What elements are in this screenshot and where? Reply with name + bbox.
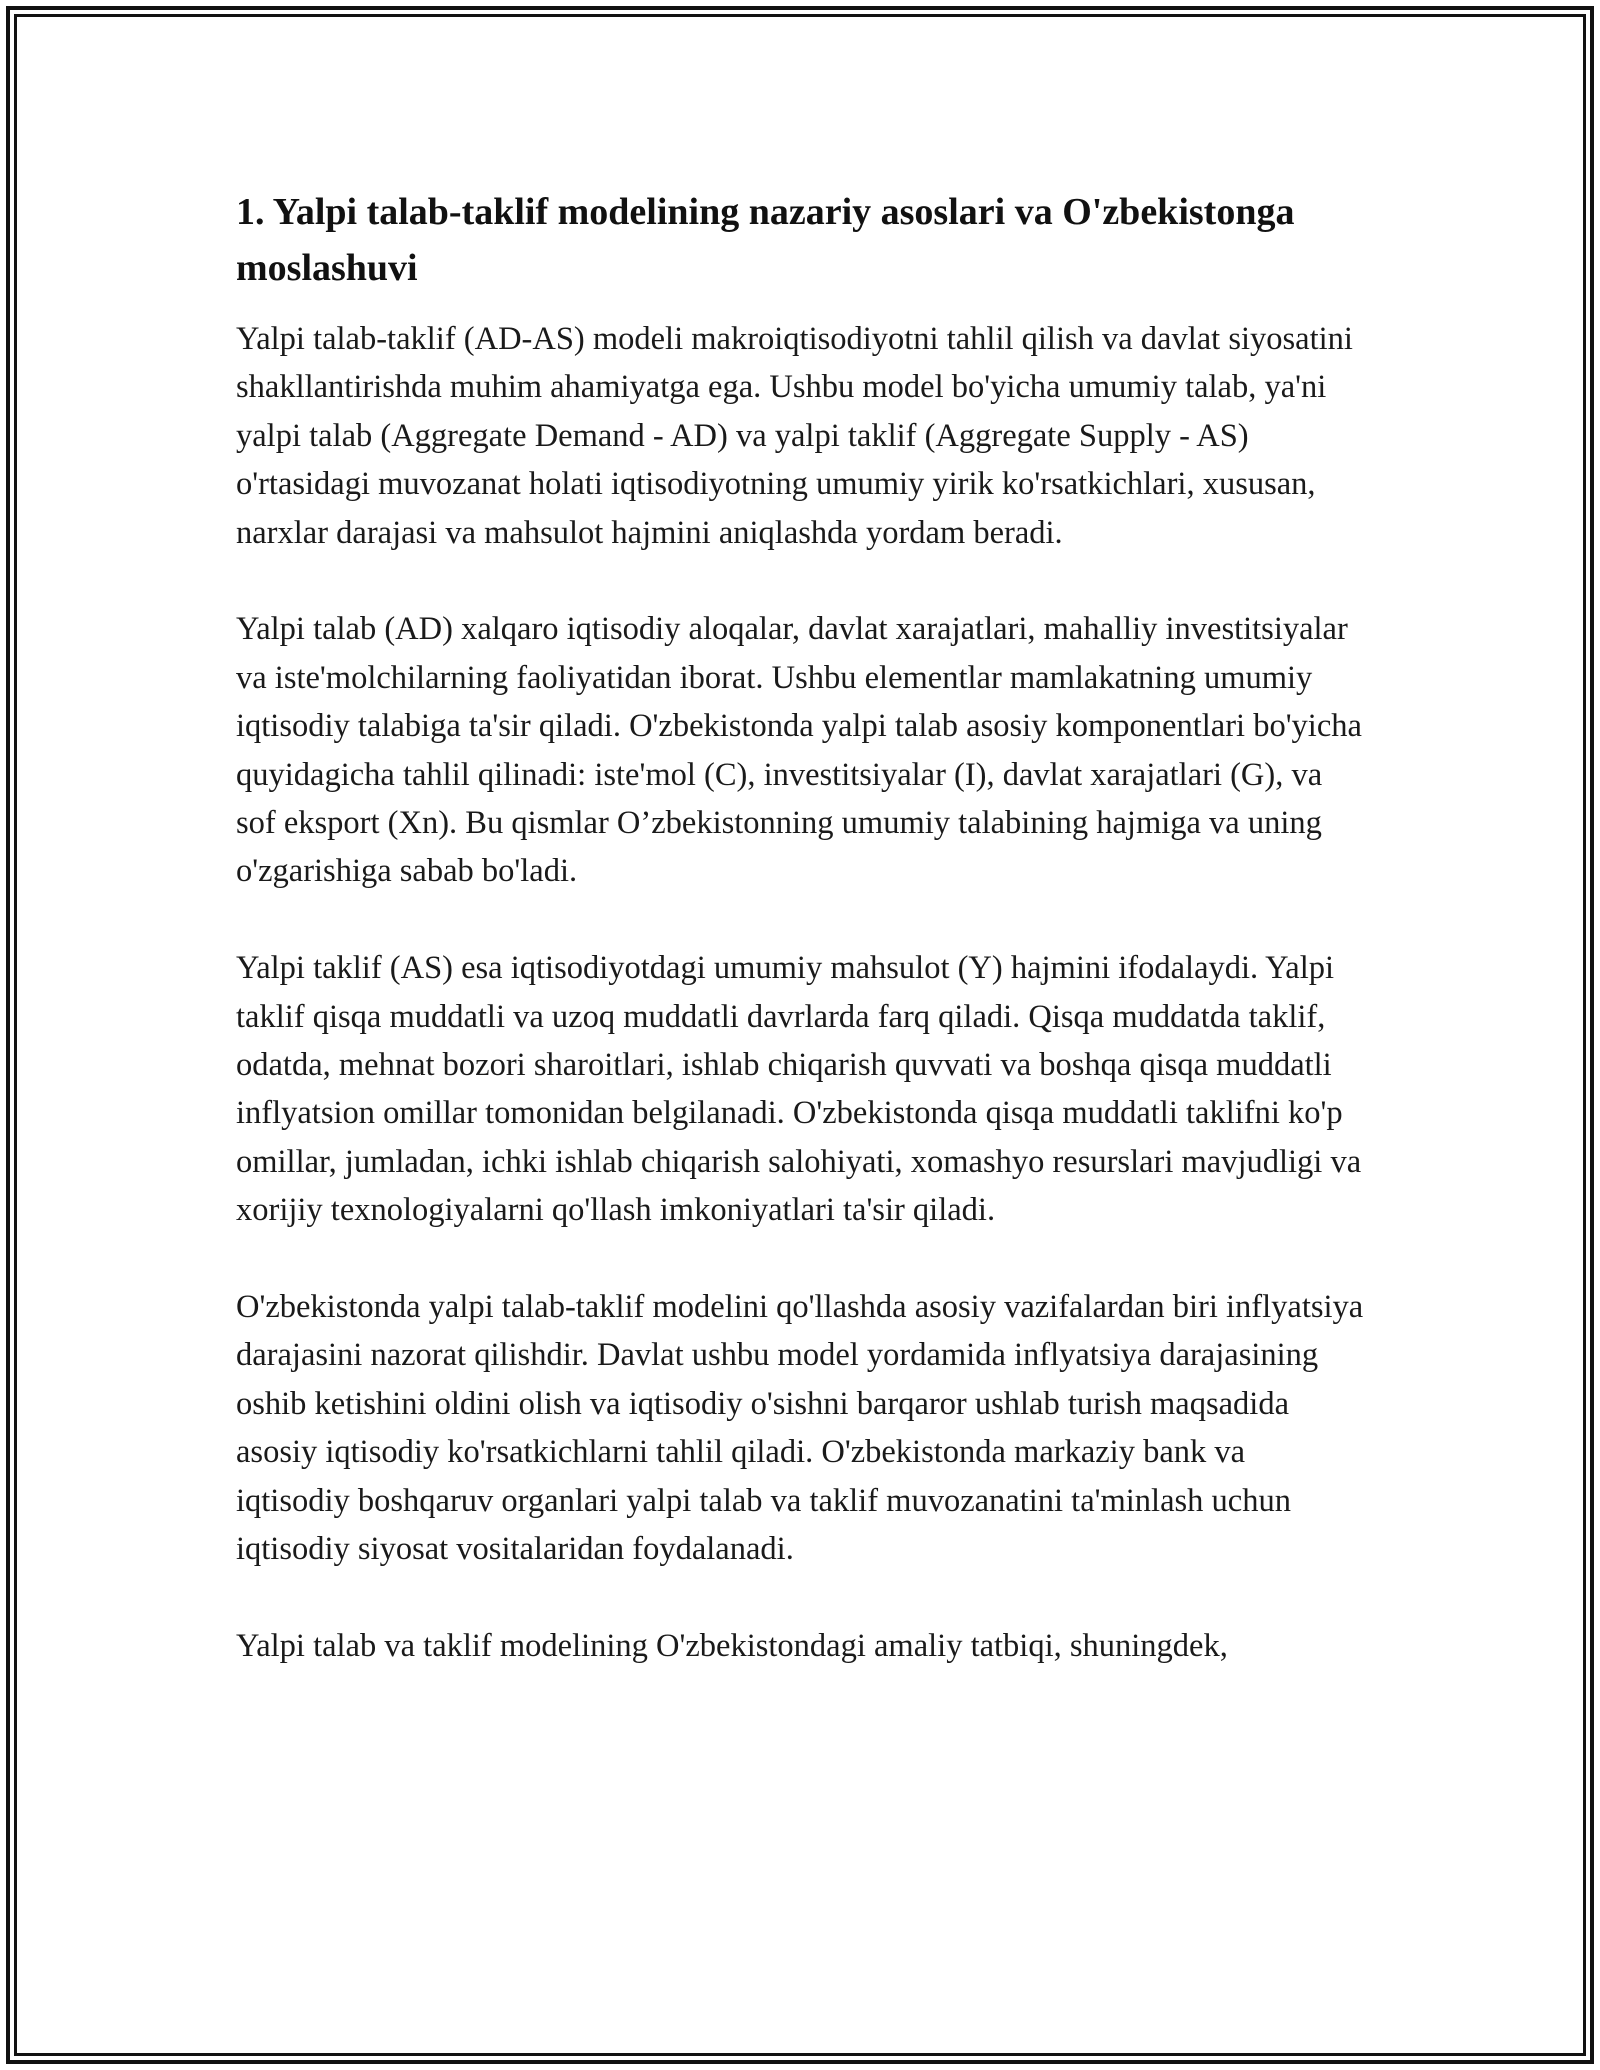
paragraph-practical-application: Yalpi talab va taklif modelining O'zbekistondagi amaliy tatbiqi, shuningdek, [236,1627,1228,1664]
document-body [236,184,1366,1719]
paragraph-ad-as-model: Yalpi talab-taklif (AD-AS) modeli makroiqtisodiyotni tahlil qilish va davlat siyosatini shakllantirishda muhim ahamiyatga ega. Ushbu model bo'yicha umumiy talab, ya'ni yalpi talab (Aggregate Demand - AD) va yalpi taklif (Aggregate Supply - AS) o'rtasidagi muvozanat holati iqtisodiyotning umumiy yirik ko'rsatkichlari, xususan, narxlar darajasi va mahsulot hajmini aniqlashda yordam beradi. [236,321,1353,551]
paragraph-inflation-control: O'zbekistonda yalpi talab-taklif modelini qo'llashda asosiy vazifalardan biri inflyatsiya darajasini nazorat qilishdir. Davlat ushbu model yordamida inflyatsiya darajasining oshib ketishini oldini olish va iqtisodiy o'sishni barqaror ushlab turish maqsadida asosiy iqtisodiy ko'rsatkichlarni tahlil qiladi. O'zbekistonda markaziy bank va iqtisodiy boshqaruv organlari yalpi talab va taklif muvozanatini ta'minlash uchun iqtisodiy siyosat vositalaridan foydalanadi. [236,1289,1364,1568]
paragraph-aggregate-supply: Yalpi taklif (AS) esa iqtisodiyotdagi umumiy mahsulot (Y) hajmini ifodalaydi. Yalpi taklif qisqa muddatli va uzoq muddatli davrlarda farq qiladi. Qisqa muddatda taklif, odatda, mehnat bozori sharoitlari, ishlab chiqarish quvvati va boshqa qisqa muddatli inflyatsion omillar tomonidan belgilanadi. O'zbekistonda qisqa muddatli taklifni ko'p omillar, jumladan, ichki ishlab chiqarish salohiyati, xomashyo resurslari mavjudligi va xorijiy texnologiyalarni qo'llash imkoniyatlari ta'sir qiladi. [236,950,1362,1229]
paragraph-aggregate-demand: Yalpi talab (AD) xalqaro iqtisodiy aloqalar, davlat xarajatlari, mahalliy investitsiyalar va iste'molchilarning faoliyatidan iborat. Ushbu elementlar mamlakatning umumiy iqtisodiy talabiga ta'sir qiladi. O'zbekistonda yalpi talab asosiy komponentlari bo'yicha quyidagicha tahlil qilinadi: iste'mol (C), investitsiyalar (I), davlat xarajatlari (G), va sof eksport (Xn). Bu qismlar O’zbekistonning umumiy talabining hajmiga va uning o'zgarishiga sabab bo'ladi. [236,611,1362,890]
section-heading: 1. Yalpi talab-taklif modelining nazariy asoslari va O'zbekistonga moslashuvi [236,191,1295,289]
